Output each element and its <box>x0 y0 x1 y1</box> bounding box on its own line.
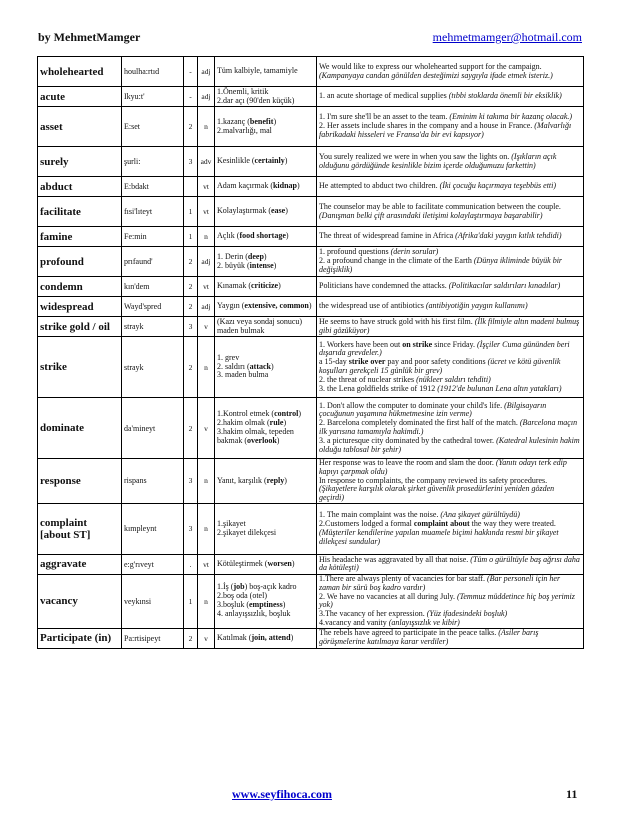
example-sentence <box>319 92 581 101</box>
vocab-word: strike gold / oil <box>38 317 122 337</box>
translation-line: 2.boş oda (otel) <box>217 591 267 601</box>
vocab-part-of-speech: n <box>198 107 215 147</box>
example-text: We would like to express our wholehearted support for the campaign. <box>319 61 542 71</box>
example-translation: (Şikayetlere karşılık olarak şirket güvenlik prosedürlerini yeniden gözden geçirdi) <box>319 484 555 503</box>
example-sentence <box>319 203 581 221</box>
vocab-word: dominate <box>38 398 122 459</box>
example-translation: (derin sorular) <box>390 247 439 257</box>
vocab-word: complaint [about ST] <box>38 503 122 554</box>
example-text: 2. We have no vacancies at all during July. <box>319 591 457 601</box>
example-translation: (Tüm o gürültüyle baş ağrısı daha da kötüleşti) <box>319 554 580 573</box>
vocab-part-of-speech: v <box>198 398 215 459</box>
example-text: 2. a profound change in the climate of the Earth <box>319 256 474 266</box>
vocab-word: profound <box>38 247 122 277</box>
translation-line: Katılmak (join, attend) <box>217 632 294 642</box>
vocab-frequency: 2 <box>184 277 198 297</box>
example-text: In response to complaints, the company reviewed its safety procedures. <box>319 475 548 485</box>
vocab-row <box>38 574 584 628</box>
example-sentence <box>319 282 581 291</box>
example-text: The rebels have agreed to participate in the peace talks. <box>319 628 499 638</box>
example-text: pay and poor safety conditions <box>385 357 488 367</box>
translation-line: 1.Kontrol etmek (control) <box>217 409 302 419</box>
example-translation: (antibiyotiğin yaygın kullanımı) <box>425 301 528 311</box>
example-highlight: strike over <box>348 357 386 367</box>
vocab-pronunciation: rispans <box>122 459 184 504</box>
vocab-pronunciation: Fe:min <box>122 227 184 247</box>
example-sentence <box>319 385 581 394</box>
example-sentence <box>319 629 581 647</box>
example-sentence <box>319 575 581 593</box>
example-text: 1.There are always plenty of vacancies for bar staff. <box>319 574 487 583</box>
example-translation: (Dünya ikliminde büyük bir değişiklik) <box>319 256 563 274</box>
vocab-word: surely <box>38 147 122 177</box>
example-text: the widespread use of antibiotics <box>319 301 426 311</box>
vocab-frequency: 1 <box>184 227 198 247</box>
vocab-examples <box>317 177 584 197</box>
example-sentence <box>319 520 581 546</box>
vocab-pronunciation: prıfaund' <box>122 247 184 277</box>
vocab-examples <box>317 628 584 648</box>
vocab-examples <box>317 554 584 574</box>
vocab-row <box>38 247 584 277</box>
vocab-pronunciation: E:bdakt <box>122 177 184 197</box>
example-text: 1. The main complaint was the noise. <box>319 510 441 520</box>
vocab-translation <box>215 277 317 297</box>
vocab-pronunciation: da'mineyt <box>122 398 184 459</box>
translation-line: 2.şikayet dilekçesi <box>217 527 277 537</box>
example-translation: (Politikacılar saldırıları kınadılar) <box>448 281 561 291</box>
example-text: Her response was to leave the room and slam the door. <box>319 458 496 467</box>
example-text: the way they were treated. <box>469 519 556 529</box>
vocab-part-of-speech: n <box>198 574 215 628</box>
vocab-row <box>38 459 584 504</box>
vocab-row <box>38 277 584 297</box>
vocab-row <box>38 57 584 87</box>
example-text: 2.Customers lodged a formal <box>319 519 414 529</box>
example-highlight: complaint about <box>413 519 470 529</box>
vocab-word: wholehearted <box>38 57 122 87</box>
vocab-pronunciation: E:set <box>122 107 184 147</box>
vocab-examples <box>317 503 584 554</box>
vocab-translation <box>215 574 317 628</box>
vocab-frequency: 2 <box>184 398 198 459</box>
vocab-part-of-speech: n <box>198 459 215 504</box>
example-sentence <box>319 477 581 503</box>
example-sentence <box>319 122 581 140</box>
vocab-translation <box>215 87 317 107</box>
example-sentence <box>319 419 581 437</box>
vocab-part-of-speech: adj <box>198 57 215 87</box>
vocab-frequency <box>184 177 198 197</box>
translation-line: 2. saldırı (attack) <box>217 361 274 371</box>
vocab-translation <box>215 227 317 247</box>
translation-line: 1.kazanç (benefit) <box>217 116 277 126</box>
translation-line: Adam kaçırmak (kidnap) <box>217 181 300 191</box>
vocab-pronunciation: kın'dem <box>122 277 184 297</box>
example-translation: (İki çocuğu kaçırmaya teşebbüs etti) <box>439 181 557 191</box>
translation-line: Tüm kalbiyle, tamamiyle <box>217 66 298 76</box>
vocab-row <box>38 197 584 227</box>
vocab-word: condemn <box>38 277 122 297</box>
vocab-frequency: 3 <box>184 147 198 177</box>
example-translation: (tıbbi stoklarda önemli bir eksiklik) <box>448 91 562 101</box>
translation-line: 1.Önemli, kritik <box>217 86 269 96</box>
example-sentence <box>319 153 581 171</box>
vocab-part-of-speech: vt <box>198 277 215 297</box>
example-sentence <box>319 437 581 455</box>
vocab-frequency: . <box>184 554 198 574</box>
footer-website-link[interactable]: www.seyfihoca.com <box>232 787 332 801</box>
example-text: 1. Don't allow the computer to dominate your child's life. <box>319 400 505 410</box>
vocab-frequency: 2 <box>184 247 198 277</box>
vocab-translation <box>215 297 317 317</box>
translation-line: Yanıt, karşılık (reply) <box>217 475 287 485</box>
vocab-part-of-speech: adj <box>198 87 215 107</box>
example-text: 2. the threat of nuclear strikes <box>319 374 417 384</box>
vocab-examples <box>317 197 584 227</box>
vocab-examples <box>317 277 584 297</box>
example-sentence <box>319 556 581 574</box>
vocab-frequency: 3 <box>184 459 198 504</box>
vocab-translation <box>215 337 317 398</box>
example-text: You surely realized we were in when you saw the lights on. <box>319 151 512 161</box>
vocab-row <box>38 177 584 197</box>
example-translation: (Eminim ki takıma bir kazanç olacak.) <box>449 112 573 122</box>
translation-line: Kınamak (criticize) <box>217 281 281 291</box>
example-translation: (Temmuz müddetince hiç boş yerimiz yok) <box>319 591 575 610</box>
example-translation: (Kampanyaya candan gönülden desteğimizi saygıyla ifade etmek isteriz.) <box>319 70 553 80</box>
vocab-frequency: 2 <box>184 628 198 648</box>
vocab-pronunciation: Wayd'spred <box>122 297 184 317</box>
translation-line: (Kazı veya sondaj sonucu) maden bulmak <box>217 316 303 335</box>
translation-line: 2.dar açı (90'den küçük) <box>217 95 295 105</box>
example-text: 4.vacancy and vanity <box>319 617 389 627</box>
vocab-row <box>38 317 584 337</box>
vocab-examples <box>317 317 584 337</box>
example-sentence <box>319 63 581 81</box>
example-text: The counselor may be able to facilitate communication between the couple. <box>319 201 561 211</box>
example-sentence <box>319 257 581 275</box>
example-text: 3. the Lena goldfields strike of 1912 <box>319 383 438 393</box>
example-translation: (Müşteriler kendilerine yapılan muamele biçimi hakkında resmi bir şikayet dilekçesi sundular) <box>319 527 559 546</box>
example-text: 3.The vacancy of her expression. <box>319 609 427 619</box>
vocab-row <box>38 503 584 554</box>
vocab-part-of-speech: vt <box>198 197 215 227</box>
vocab-part-of-speech: vt <box>198 177 215 197</box>
vocab-pronunciation: strayk <box>122 317 184 337</box>
vocab-row <box>38 398 584 459</box>
translation-line: Kötüleştirmek (worsen) <box>217 559 295 568</box>
translation-line: 2. büyük (intense) <box>217 260 277 270</box>
example-sentence <box>319 302 581 311</box>
example-sentence <box>319 459 581 477</box>
example-translation: (Yüz ifadesindeki boşluk) <box>426 609 508 619</box>
vocab-pronunciation: fısi'lıteyt <box>122 197 184 227</box>
vocab-examples <box>317 227 584 247</box>
example-text: His headache was aggravated by all that noise. <box>319 554 471 564</box>
translation-line: Kolaylaştırmak (ease) <box>217 206 288 216</box>
vocab-translation <box>215 398 317 459</box>
vocab-translation <box>215 503 317 554</box>
translation-line: 1. grev <box>217 352 240 362</box>
translation-line: Kesinlikle (certainly) <box>217 156 288 166</box>
vocab-pronunciation: strayk <box>122 337 184 398</box>
example-text: 1. Workers have been out <box>319 339 403 349</box>
vocab-frequency: 2 <box>184 107 198 147</box>
translation-line: 3.boşluk (emptiness) <box>217 600 286 610</box>
vocabulary-table <box>37 56 584 649</box>
vocab-frequency: - <box>184 87 198 107</box>
author-email-link[interactable]: mehmetmamger@hotmail.com <box>432 30 582 44</box>
translation-line: Yaygın (extensive, common) <box>217 301 312 311</box>
example-text: He seems to have struck gold with his first film. <box>319 316 475 326</box>
example-translation: (ücret ve kötü güvenlik koşulları gerekçeli 15 günlük bir grev) <box>319 357 561 375</box>
vocab-part-of-speech: n <box>198 503 215 554</box>
vocab-word: abduct <box>38 177 122 197</box>
translation-line: Açlık (food shortage) <box>217 231 289 241</box>
vocab-pronunciation: kımpleynt <box>122 503 184 554</box>
vocab-word: facilitate <box>38 197 122 227</box>
vocab-word: famine <box>38 227 122 247</box>
example-translation: (Işıkların açık olduğunu gördüğünde kesinlikle bizim içerde olduğumuzu farkettin) <box>319 151 557 170</box>
example-text: 1. I'm sure she'll be an asset to the team. <box>319 112 450 122</box>
vocab-frequency: 2 <box>184 297 198 317</box>
vocab-examples <box>317 247 584 277</box>
example-highlight: on strike <box>402 339 433 349</box>
vocab-translation <box>215 459 317 504</box>
example-text: 1. an acute shortage of medical supplies <box>319 91 449 101</box>
vocab-frequency: - <box>184 57 198 87</box>
translation-line: 3. maden bulma <box>217 370 269 380</box>
example-translation: (Danışman belki çift arasındaki iletişimi kolaylaştırmaya başarabilir) <box>319 210 543 220</box>
example-translation: (1912'de bulunan Lena altın yatakları) <box>437 383 562 393</box>
vocab-frequency: 1 <box>184 574 198 628</box>
vocab-frequency: 1 <box>184 197 198 227</box>
vocab-row <box>38 554 584 574</box>
vocab-examples <box>317 87 584 107</box>
vocab-part-of-speech: adv <box>198 147 215 177</box>
translation-line: 1.şikayet <box>217 519 246 529</box>
vocab-word: widespread <box>38 297 122 317</box>
vocab-word: acute <box>38 87 122 107</box>
vocab-translation <box>215 317 317 337</box>
example-sentence <box>319 402 581 420</box>
vocab-examples <box>317 574 584 628</box>
example-sentence <box>319 182 581 191</box>
example-translation: (İşçiler Cuma gününden beri dışarıda grevdeler.) <box>319 339 570 358</box>
vocab-row <box>38 297 584 317</box>
vocab-examples <box>317 297 584 317</box>
vocab-frequency: 2 <box>184 337 198 398</box>
example-text: 3. a picturesque city dominated by the cathedral tower. <box>319 435 497 445</box>
translation-line: 2.malvarlığı, mal <box>217 125 272 135</box>
page-header <box>38 30 582 50</box>
example-sentence <box>319 232 581 241</box>
vocab-row <box>38 227 584 247</box>
vocab-translation <box>215 197 317 227</box>
example-translation: (Afrika'daki yaygın kıtlık tehdidi) <box>455 231 562 241</box>
vocab-word: vacancy <box>38 574 122 628</box>
vocab-translation <box>215 147 317 177</box>
page-number: 11 <box>566 787 578 801</box>
vocab-translation <box>215 177 317 197</box>
vocab-row <box>38 87 584 107</box>
example-text: He attempted to abduct two children. <box>319 181 440 191</box>
vocab-part-of-speech: n <box>198 227 215 247</box>
example-sentence <box>319 341 581 359</box>
example-translation: (Yanıtı odayı terk edip kapıyı çarpmak oldu) <box>319 458 567 476</box>
translation-line: 1. Derin (deep) <box>217 251 267 261</box>
example-translation: (Malvarlığı fabrikadaki hisseleri ve Fransa'da bir evi kapsıyor) <box>319 121 572 139</box>
example-sentence <box>319 318 581 336</box>
vocab-examples <box>317 57 584 87</box>
vocab-word: strike <box>38 337 122 398</box>
author-name: by MehmetMamger <box>38 30 141 44</box>
example-text: 2. Her assets include shares in the company and a house in France. <box>319 121 535 131</box>
vocab-translation <box>215 57 317 87</box>
vocab-row <box>38 628 584 648</box>
vocab-part-of-speech: vt <box>198 554 215 574</box>
example-text: a 15-day <box>319 357 349 367</box>
example-translation: (Bar personeli için her zaman bir sürü boş kadro vardır) <box>319 574 561 592</box>
vocab-pronunciation: houlha:rtıd <box>122 57 184 87</box>
example-text: 2. Barcelona completely dominated the first half of the match. <box>319 418 520 428</box>
example-sentence <box>319 358 581 376</box>
vocab-row <box>38 337 584 398</box>
vocab-pronunciation: e:g'rıveyt <box>122 554 184 574</box>
vocab-part-of-speech: n <box>198 337 215 398</box>
vocab-translation <box>215 554 317 574</box>
vocab-word: asset <box>38 107 122 147</box>
vocab-part-of-speech: v <box>198 628 215 648</box>
example-translation: (İlk filmiyle altın madeni bulmuş gibi gözüküyor) <box>319 316 580 335</box>
vocab-pronunciation: şurli: <box>122 147 184 177</box>
vocab-translation <box>215 628 317 648</box>
vocab-frequency: 3 <box>184 317 198 337</box>
vocab-part-of-speech: adj <box>198 297 215 317</box>
example-translation: (Bilgisayarın çocuğunun yaşamına hükmetmesine izin verme) <box>319 400 547 419</box>
example-sentence <box>319 619 581 628</box>
vocab-pronunciation: veykınsi <box>122 574 184 628</box>
vocab-part-of-speech: v <box>198 317 215 337</box>
example-sentence <box>319 593 581 611</box>
vocab-pronunciation: Pa:rtisipeyt <box>122 628 184 648</box>
example-translation: (Katedral kulesinin hakim olduğu tablosal bir şehir) <box>319 435 580 454</box>
vocab-row <box>38 107 584 147</box>
example-translation: (nükleer saldırı tehditi) <box>416 374 491 384</box>
vocab-examples <box>317 459 584 504</box>
vocab-examples <box>317 337 584 398</box>
vocab-word: aggravate <box>38 554 122 574</box>
vocab-row <box>38 147 584 177</box>
vocab-part-of-speech: adj <box>198 247 215 277</box>
example-translation: (anlayışsızlık ve kibir) <box>388 617 460 627</box>
example-text: The threat of widespread famine in Africa <box>319 231 456 241</box>
translation-line: 3.hakim olmak, tepeden bakmak (overlook) <box>217 427 294 445</box>
vocab-translation <box>215 247 317 277</box>
vocab-frequency: 3 <box>184 503 198 554</box>
translation-line: 2.hakim olmak (rule) <box>217 418 287 428</box>
example-translation: (Asiler barış görüşmelerine katılmaya karar verdiler) <box>319 628 539 647</box>
vocab-examples <box>317 398 584 459</box>
vocab-word: response <box>38 459 122 504</box>
vocab-translation <box>215 107 317 147</box>
vocab-examples <box>317 107 584 147</box>
example-text: 1. profound questions <box>319 247 391 257</box>
translation-line: 4. anlayışsızlık, boşluk <box>217 609 291 619</box>
example-text: Politicians have condemned the attacks. <box>319 281 449 291</box>
example-translation: (Barcelona maçın ilk yarısına tamamıyla hakimdi.) <box>319 418 578 436</box>
translation-line: 1.İş (job) boş-açık kadro <box>217 582 297 592</box>
vocab-pronunciation: Ikyu:t' <box>122 87 184 107</box>
example-translation: (Ana şikayet gürültüydü) <box>440 510 520 520</box>
example-text: since Friday. <box>432 339 477 349</box>
vocab-examples <box>317 147 584 177</box>
vocab-word: Participate (in) <box>38 628 122 648</box>
